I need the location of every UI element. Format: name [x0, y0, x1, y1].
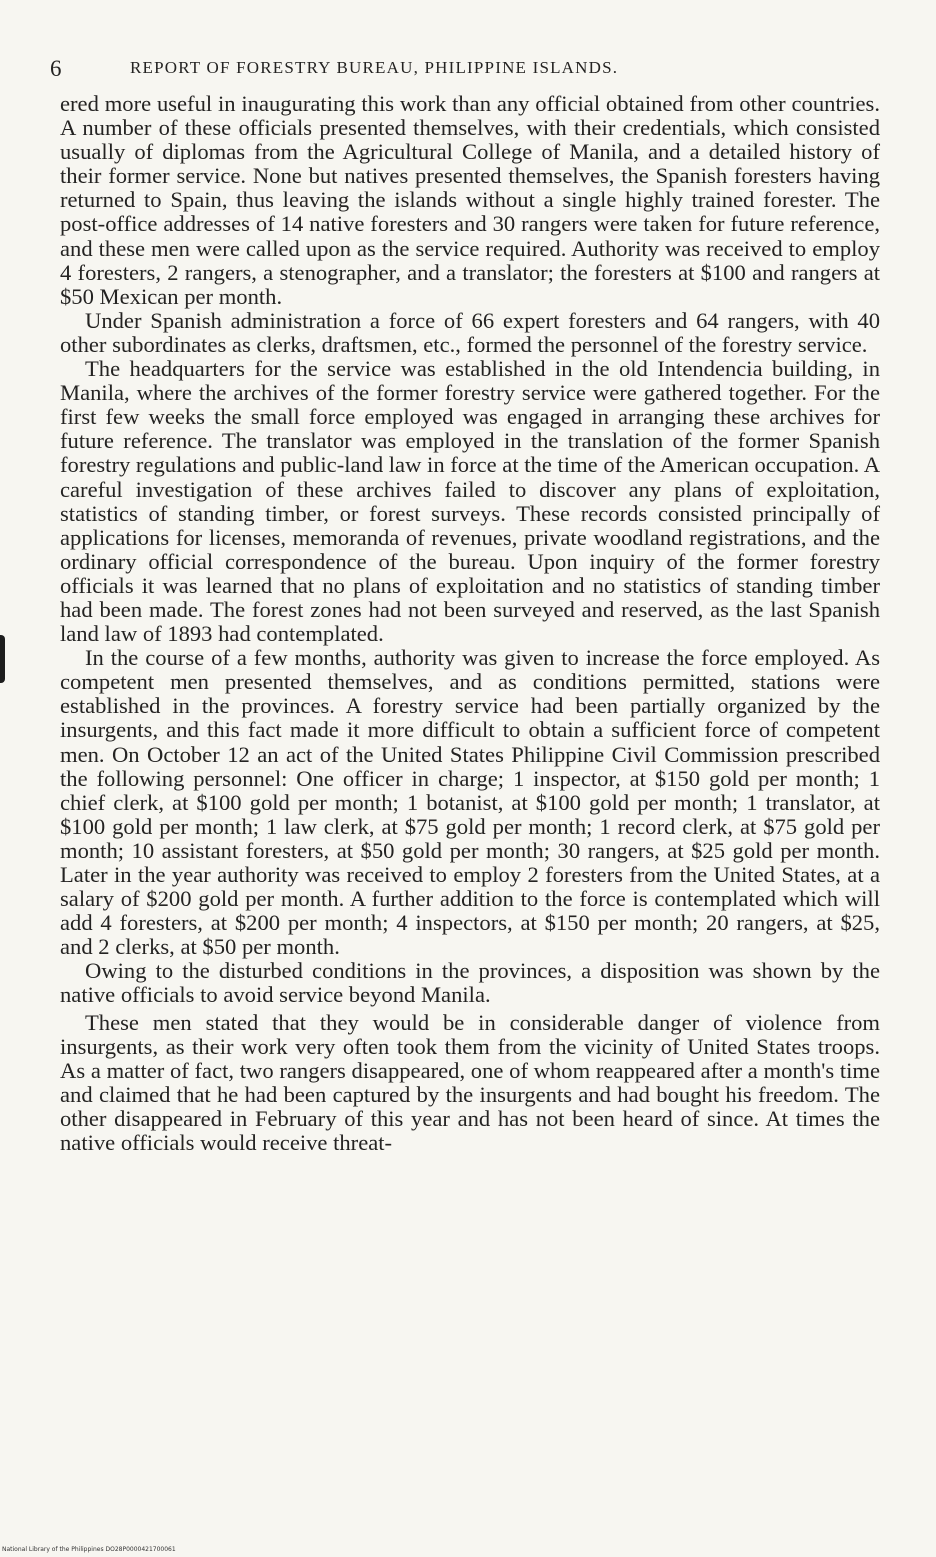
- body-text: [60, 92, 880, 1155]
- paragraph: In the course of a few months, authority was given to increase the force employed. As competent men presented themselves, and as conditions permitted, stations were established in the provinces. A forestry service had been partially organized by the insurgents, and this fact made it more difficult to obtain a sufficient force of competent men. On October 12 an act of the United States Philippine Civil Commission prescribed the following personnel: One officer in charge; 1 inspector, at $150 gold per month; 1 chief clerk, at $100 gold per month; 1 botanist, at $100 gold per month; 1 translator, at $100 gold per month; 1 law clerk, at $75 gold per month; 1 record clerk, at $75 gold per month; 10 assistant foresters, at $50 gold per month; 30 rangers, at $25 gold per month. Later in the year authority was received to employ 2 foresters from the United States, at a salary of $200 gold per month. A further addition to the force is contemplated which will add 4 foresters, at $200 per month; 4 inspectors, at $150 per month; 20 rangers, at $25, and 2 clerks, at $50 per month.: [60, 645, 880, 960]
- paragraph: Owing to the disturbed conditions in the provinces, a disposition was shown by the native officials to avoid service beyond Manila.: [60, 958, 880, 1008]
- page-header: [50, 56, 830, 84]
- scan-credit: National Library of the Philippines DO28P0000421700061: [2, 1546, 176, 1553]
- running-head: REPORT OF FORESTRY BUREAU, PHILIPPINE ISLANDS.: [130, 58, 619, 77]
- paragraph: Under Spanish administration a force of 66 expert foresters and 64 rangers, with 40 other subordinates as clerks, draftsmen, etc., formed the personnel of the forestry service.: [60, 307, 880, 357]
- paragraph: ered more useful in inaugurating this work than any official obtained from other countries. A number of these officials presented themselves, with their credentials, which consisted usually of diplomas from the Agricultural College of Manila, and a detailed history of their former service. None but natives presented themselves, the Spanish foresters having returned to Spain, thus leaving the islands without a single highly trained forester. The post-office addresses of 14 native foresters and 30 rangers were taken for future reference, and these men were called upon as the service required. Authority was received to employ 4 foresters, 2 rangers, a stenographer, and a translator; the foresters at $100 and rangers at $50 Mexican per month.: [60, 91, 880, 309]
- paragraph: These men stated that they would be in considerable danger of violence from insurgents, as their work very often took them from the vicinity of United States troops. As a matter of fact, two rangers disappeared, one of whom reappeared after a month's time and claimed that he had been captured by the insurgents and had bought his freedom. The other disappeared in February of this year and has not been heard of since. At times the native officials would receive threat-: [60, 1009, 880, 1156]
- page-number: 6: [50, 56, 62, 81]
- binding-edge-mark: [0, 635, 5, 683]
- paragraph: The headquarters for the service was established in the old Intendencia building, in Manila, where the archives of the former forestry service were gathered together. For the first few weeks the small force employed was engaged in arranging these archives for future reference. The translator was employed in the translation of the former Spanish forestry regulations and public-land law in force at the time of the American occupation. A careful investigation of these archives failed to discover any plans of exploitation, statistics of standing timber, or forest surveys. These records consisted principally of applications for licenses, memoranda of revenues, private woodland registrations, and the ordinary official correspondence of the bureau. Upon inquiry of the former forestry officials it was learned that no plans of exploitation and no statistics of standing timber had been made. The forest zones had not been surveyed and reserved, as the last Spanish land law of 1893 had contemplated.: [60, 356, 881, 647]
